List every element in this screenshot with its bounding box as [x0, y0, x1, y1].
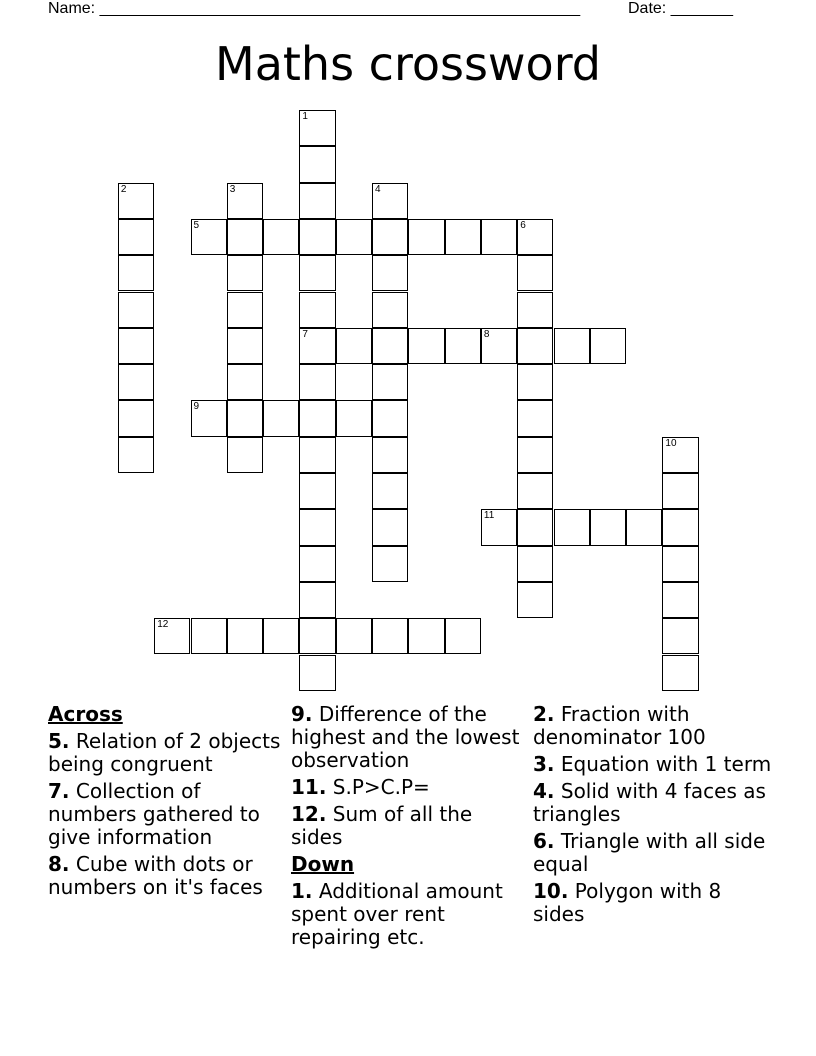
grid-cell[interactable] — [517, 437, 553, 473]
grid-cell[interactable] — [118, 255, 154, 291]
grid-cell[interactable] — [118, 219, 154, 255]
grid-cell[interactable] — [299, 364, 335, 400]
grid-cell[interactable] — [299, 582, 335, 618]
clue-number: 3 — [229, 183, 236, 195]
grid-cell[interactable] — [299, 183, 335, 219]
clue-down-2: 2. Fraction with denominator 100 — [533, 702, 706, 749]
clues-column-2 — [291, 700, 521, 953]
grid-cell[interactable] — [227, 328, 263, 364]
grid-cell[interactable] — [372, 400, 408, 436]
grid-cell[interactable] — [517, 400, 553, 436]
grid-cell[interactable] — [517, 255, 553, 291]
grid-cell[interactable] — [336, 219, 372, 255]
clue-number: 12 — [157, 619, 169, 631]
grid-cell[interactable] — [299, 328, 335, 364]
grid-cell[interactable] — [481, 509, 517, 545]
clue-number: 7 — [302, 328, 308, 340]
grid-cell[interactable] — [662, 546, 698, 582]
grid-cell[interactable] — [299, 255, 335, 291]
grid-cell[interactable] — [445, 219, 481, 255]
grid-cell[interactable] — [118, 364, 154, 400]
grid-cell[interactable] — [299, 546, 335, 582]
grid-cell[interactable] — [227, 400, 263, 436]
grid-cell[interactable] — [445, 328, 481, 364]
grid-cell[interactable] — [662, 655, 698, 691]
grid-cell[interactable] — [299, 110, 335, 146]
grid-cell[interactable] — [372, 292, 408, 328]
grid-cell[interactable] — [372, 183, 408, 219]
clue-number: 8 — [483, 328, 490, 340]
grid-cell[interactable] — [299, 473, 335, 509]
grid-cell[interactable] — [662, 509, 698, 545]
grid-cell[interactable] — [336, 328, 372, 364]
grid-cell[interactable] — [372, 219, 408, 255]
grid-cell[interactable] — [662, 618, 698, 654]
grid-cell[interactable] — [372, 473, 408, 509]
grid-cell[interactable] — [227, 183, 263, 219]
date-field-label: Date: _______ — [628, 0, 733, 17]
grid-cell[interactable] — [517, 509, 553, 545]
grid-cell[interactable] — [372, 328, 408, 364]
clue-across-5: 5. Relation of 2 objects being congruent — [48, 729, 281, 776]
grid-cell[interactable] — [372, 255, 408, 291]
clue-number: 6 — [520, 219, 526, 231]
grid-cell[interactable] — [154, 618, 190, 654]
clue-down-10: 10. Polygon with 8 sides — [533, 879, 722, 926]
across-heading: Across — [48, 702, 123, 726]
grid-cell[interactable] — [372, 546, 408, 582]
grid-cell[interactable] — [517, 292, 553, 328]
clue-number: 4 — [375, 183, 381, 195]
grid-cell[interactable] — [227, 255, 263, 291]
grid-cell[interactable] — [118, 400, 154, 436]
grid-cell[interactable] — [517, 473, 553, 509]
grid-cell[interactable] — [372, 437, 408, 473]
grid-cell[interactable] — [481, 219, 517, 255]
grid-cell[interactable] — [263, 219, 299, 255]
grid-cell[interactable] — [408, 618, 444, 654]
grid-cell[interactable] — [590, 328, 626, 364]
clue-down-1: 1. Additional amount spent over rent repairing etc. — [291, 879, 503, 949]
grid-cell[interactable] — [517, 328, 553, 364]
grid-cell[interactable] — [372, 618, 408, 654]
grid-cell[interactable] — [662, 582, 698, 618]
grid-cell[interactable] — [445, 618, 481, 654]
grid-cell[interactable] — [299, 509, 335, 545]
page-title: Maths crossword — [215, 37, 601, 91]
clues-column-1 — [48, 700, 288, 903]
clue-number: 2 — [120, 183, 127, 195]
grid-cell[interactable] — [662, 473, 698, 509]
grid-cell[interactable] — [299, 655, 335, 691]
down-heading: Down — [291, 852, 355, 876]
grid-cell[interactable] — [191, 618, 227, 654]
name-field-label: Name: ______________________________________________________ — [48, 0, 581, 17]
clue-number: 11 — [483, 510, 495, 522]
grid-cell[interactable] — [227, 437, 263, 473]
grid-cell[interactable] — [191, 219, 227, 255]
clue-number: 1 — [302, 111, 308, 122]
grid-cell[interactable] — [662, 437, 698, 473]
clue-across-7: 7. Collection of numbers gathered to give information — [48, 779, 260, 849]
grid-cell[interactable] — [481, 328, 517, 364]
grid-cell[interactable] — [263, 618, 299, 654]
grid-cell[interactable] — [590, 509, 626, 545]
grid-cell[interactable] — [227, 618, 263, 654]
grid-cell[interactable] — [554, 509, 590, 545]
clue-across-11: 11. S.P>C.P= — [291, 775, 430, 799]
grid-cell[interactable] — [372, 364, 408, 400]
grid-cell[interactable] — [626, 509, 662, 545]
grid-cell[interactable] — [118, 437, 154, 473]
grid-cell[interactable] — [299, 219, 335, 255]
clue-down-4: 4. Solid with 4 faces as triangles — [533, 779, 766, 826]
grid-cell[interactable] — [408, 328, 444, 364]
grid-cell[interactable] — [372, 509, 408, 545]
grid-cell[interactable] — [517, 582, 553, 618]
clue-number: 9 — [193, 401, 200, 413]
grid-cell[interactable] — [227, 292, 263, 328]
clue-across-9: 9. Difference of the highest and the lowest observation — [291, 702, 520, 772]
grid-cell[interactable] — [263, 400, 299, 436]
grid-cell[interactable] — [118, 328, 154, 364]
grid-cell[interactable] — [299, 437, 335, 473]
clues-column-3 — [533, 700, 773, 930]
grid-cell[interactable] — [227, 364, 263, 400]
grid-cell[interactable] — [517, 364, 553, 400]
grid-cell[interactable] — [517, 546, 553, 582]
clue-number: 10 — [665, 437, 677, 449]
clue-across-8: 8. Cube with dots or numbers on it's faces — [48, 852, 263, 899]
clue-down-6: 6. Triangle with all side equal — [533, 829, 766, 876]
grid-cell[interactable] — [191, 400, 227, 436]
grid-cell[interactable] — [517, 219, 553, 255]
grid-cell[interactable] — [554, 328, 590, 364]
grid-cell[interactable] — [299, 292, 335, 328]
grid-cell[interactable] — [118, 183, 154, 219]
grid-cell[interactable] — [299, 400, 335, 436]
grid-cell[interactable] — [299, 618, 335, 654]
grid-cell[interactable] — [118, 292, 154, 328]
clue-down-3: 3. Equation with 1 term — [533, 752, 772, 776]
grid-cell[interactable] — [299, 146, 335, 182]
clue-number: 5 — [193, 219, 200, 231]
grid-cell[interactable] — [336, 400, 372, 436]
grid-cell[interactable] — [408, 219, 444, 255]
grid-cell[interactable] — [227, 219, 263, 255]
clue-across-12: 12. Sum of all the sides — [291, 802, 473, 849]
grid-cell[interactable] — [336, 618, 372, 654]
